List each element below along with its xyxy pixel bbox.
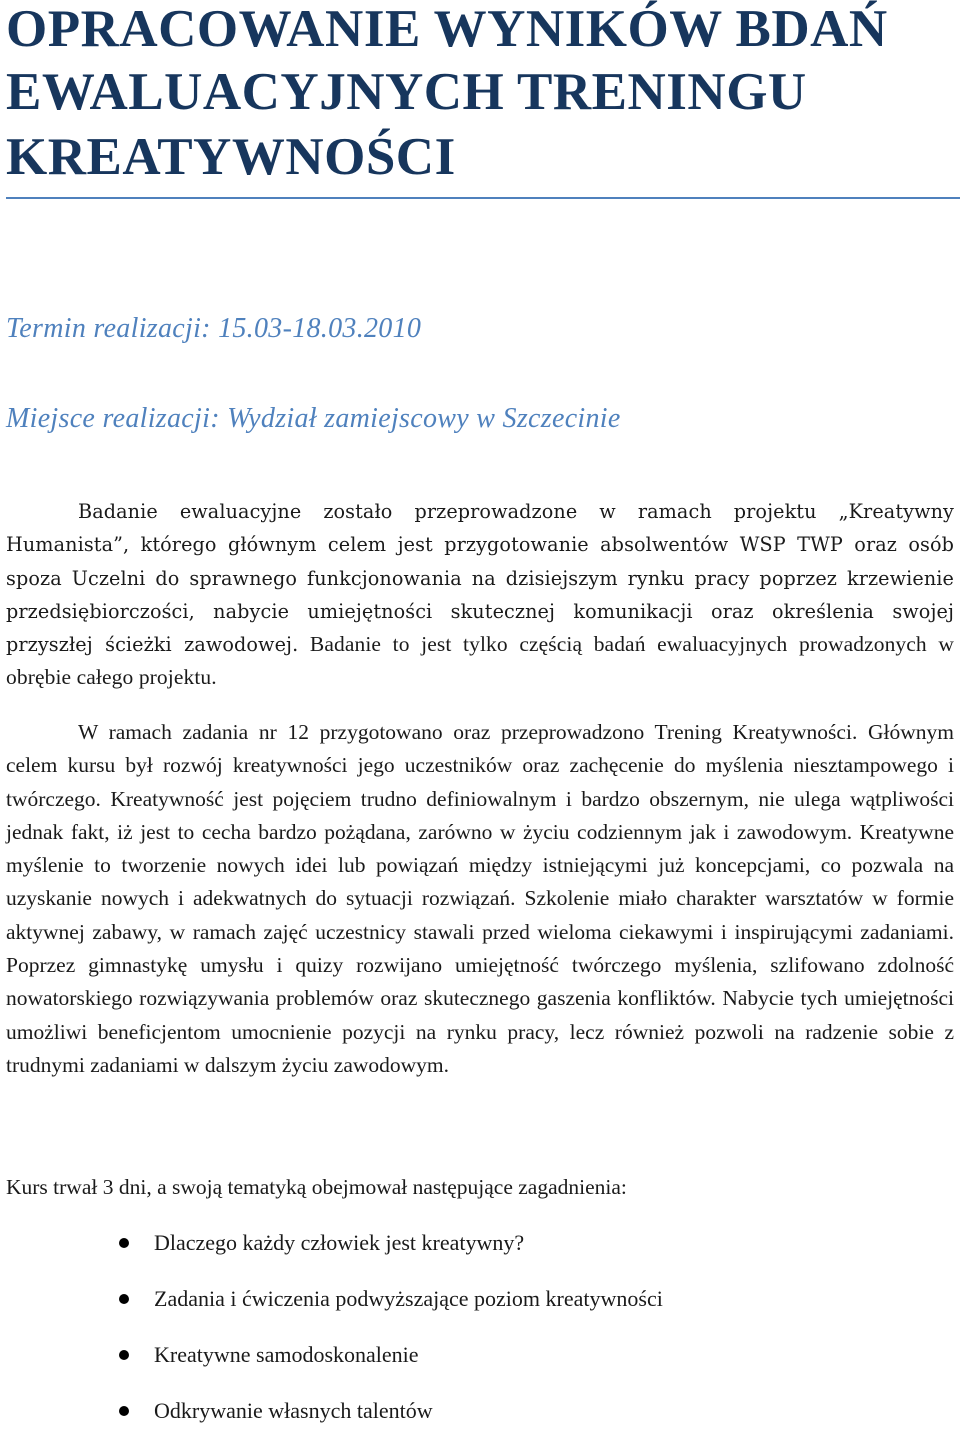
bullet-icon <box>119 1406 129 1416</box>
list-item-text: Kreatywne samodoskonalenie <box>154 1342 419 1367</box>
paragraph-training-description <box>6 716 954 1082</box>
list-item <box>6 1393 946 1449</box>
list-item-text: Dlaczego każdy człowiek jest kreatywny? <box>154 1230 525 1255</box>
bullet-icon <box>119 1350 129 1360</box>
paragraph-project-intro-text: Badanie ewaluacyjne zostało przeprowadzone w ramach projektu „Kreatywny Humanista”, którego głównym celem jest przygotowanie absolwentów WSP TWP oraz osób spoza Uczelni do sprawnego funkcjonowania na dzisiejszym rynku pracy poprzez krzewienie przedsiębiorczości, nabycie umiejętności skutecznej komunikacji oraz określenia swojej przyszłej ścieżki zawodowej. <box>6 500 954 657</box>
document-title <box>6 0 960 199</box>
paragraph-project-intro-text-2: Badanie to jest tylko częścią badań ewaluacyjnych prowadzonych w obrębie całego projektu. <box>6 632 954 690</box>
list-item <box>6 1281 946 1337</box>
term-subtitle: Termin realizacji: 15.03-18.03.2010 <box>6 313 422 344</box>
bullet-icon <box>119 1294 129 1304</box>
title-line-2: EWALUACYJNYCH TRENINGU <box>6 63 807 121</box>
title-line-3: KREATYWNOŚCI <box>6 128 456 186</box>
list-item <box>6 1225 946 1281</box>
list-item-text: Odkrywanie własnych talentów <box>154 1398 433 1423</box>
paragraph-training-description-text: W ramach zadania nr 12 przygotowano oraz przeprowadzono Trening Kreatywności. Głównym celem kursu był rozwój kreatywności jego uczestników oraz zachęcenie do myślenia niesztampowego i twórczego. Kreatywność jest pojęciem trudno definiowalnym i bardzo obszernym, nie ulega wątpliwości jednak fakt, iż jest to cecha bardzo pożądana, zarówno w życiu codziennym jak i zawodowym. Kreatywne myślenie to tworzenie nowych idei lub powiązań między istniejącymi już koncepcjami, co pozwala na uzyskanie nowych i adekwatnych do sytuacji rozwiązań. Szkolenie miało charakter warsztatów w formie aktywnej zabawy, w ramach zajęć uczestnicy stawali przed wieloma ciekawymi i inspirującymi zadaniami. Poprzez gimnastykę umysłu i quizy rozwijano umiejętność twórczego myślenia, szlifowano zdolność nowatorskiego rozwiązywania problemów oraz skutecznego gaszenia konfliktów. Nabycie tych umiejętności umożliwi beneficjentom umocnienie pozycji na rynku pracy, lecz również pozwoli na radzenie sobie z trudnymi zadaniami w dalszym życiu zawodowym. <box>6 720 954 1077</box>
list-item <box>6 1337 946 1393</box>
list-item-text: Zadania i ćwiczenia podwyższające poziom kreatywności <box>154 1286 663 1311</box>
place-subtitle: Miejsce realizacji: Wydział zamiejscowy w Szczecinie <box>6 403 621 434</box>
topic-list <box>6 1225 946 1449</box>
bullet-icon <box>119 1238 129 1248</box>
title-line-1: OPRACOWANIE WYNIKÓW BDAŃ <box>6 0 888 58</box>
paragraph-course-intro: Kurs trwał 3 dni, a swoją tematyką obejmował następujące zagadnienia: <box>6 1175 627 1199</box>
paragraph-project-intro <box>6 495 954 695</box>
